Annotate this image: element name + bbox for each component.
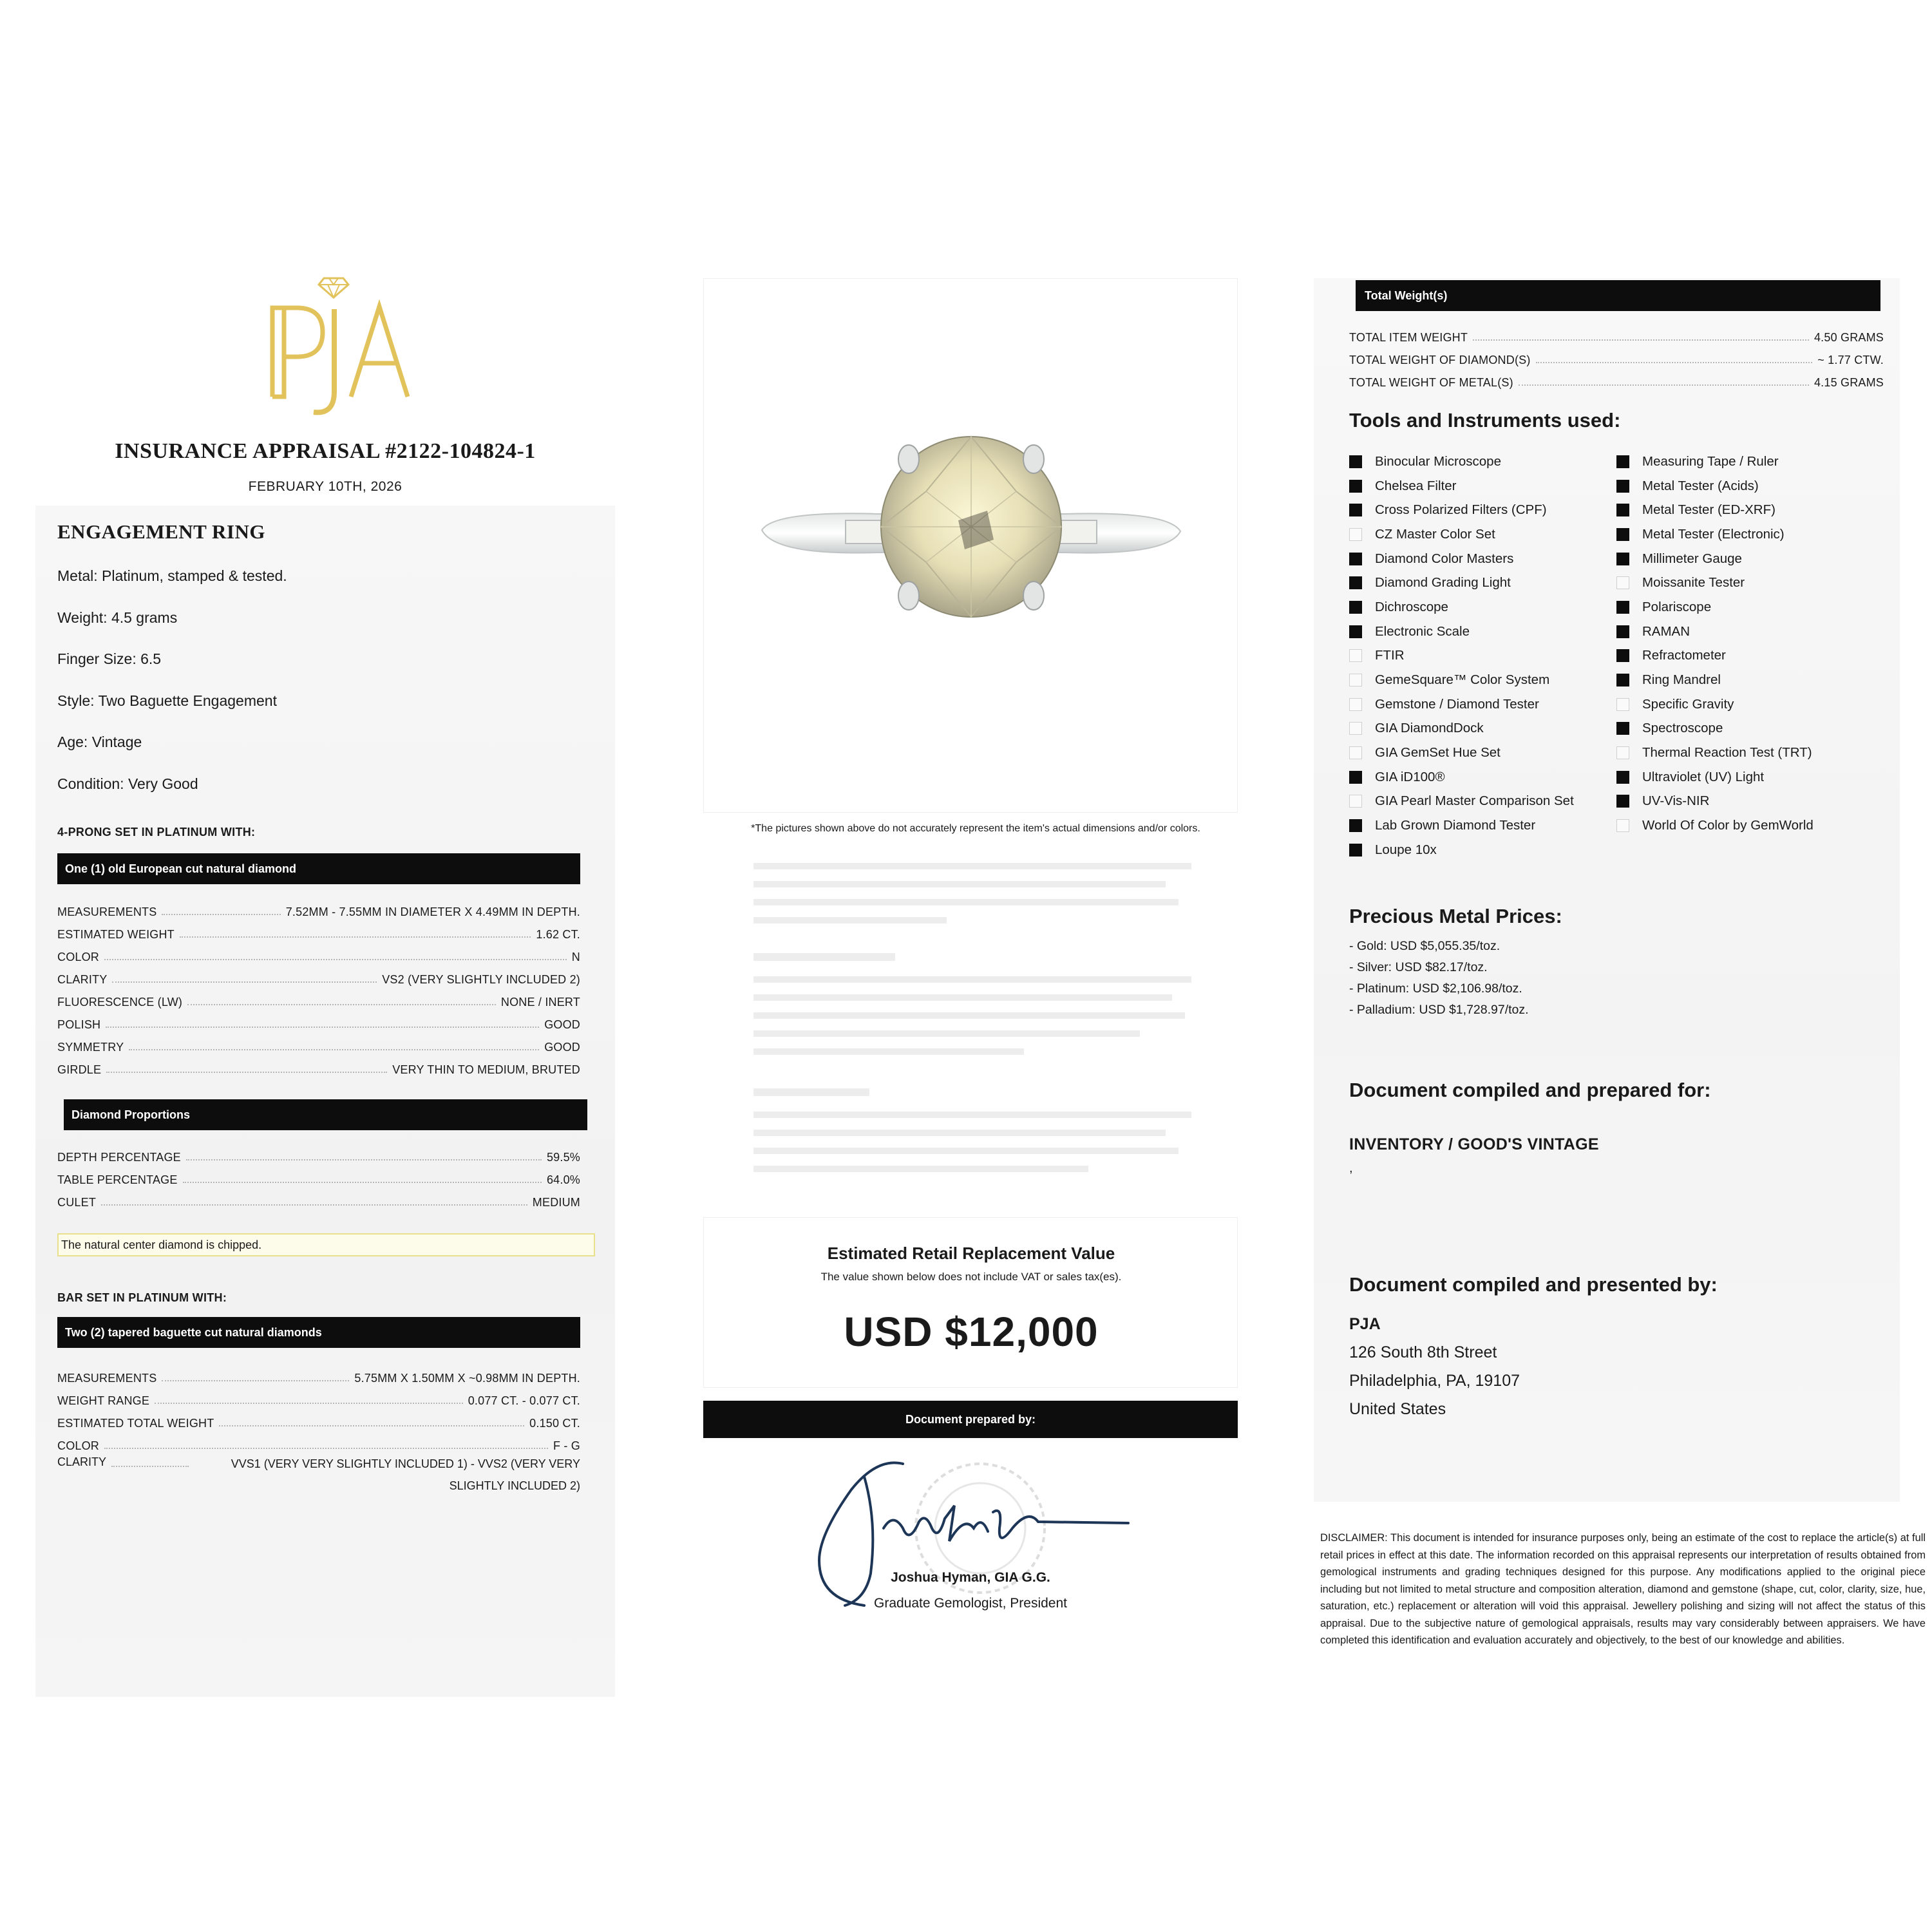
- prepared-by-bar: Document prepared by:: [703, 1401, 1238, 1438]
- tool-item: [1349, 547, 1616, 571]
- tools-column-right: [1616, 450, 1884, 862]
- tool-label: GIA iD100®: [1375, 769, 1445, 784]
- weight-row: [1349, 322, 1884, 345]
- tool-label: Lab Grown Diamond Tester: [1375, 818, 1536, 833]
- spec-label: SYMMETRY: [57, 1041, 124, 1054]
- center-stone-bar: One (1) old European cut natural diamond: [57, 853, 580, 884]
- spec-value: VERY THIN TO MEDIUM, BRUTED: [392, 1063, 580, 1076]
- tool-label: Electronic Scale: [1375, 623, 1470, 639]
- tool-item: [1616, 813, 1884, 838]
- spec-label: CLARITY: [57, 1455, 107, 1468]
- presenter-address: [1349, 1315, 1864, 1428]
- tool-label: World Of Color by GemWorld: [1642, 818, 1814, 833]
- checked-box-icon: [1616, 674, 1629, 687]
- spec-value: GOOD: [544, 1018, 580, 1031]
- item-heading: ENGAGEMENT RING: [57, 520, 265, 543]
- weight-value: 4.15 GRAMS: [1814, 376, 1884, 389]
- tool-item: [1616, 450, 1884, 474]
- valuation-card: [703, 1217, 1238, 1388]
- summary-panel: [1314, 264, 1926, 1700]
- tool-label: Gemstone / Diamond Tester: [1375, 696, 1539, 712]
- side-stones-bar: Two (2) tapered baguette cut natural diamonds: [57, 1317, 580, 1348]
- checked-box-icon: [1349, 553, 1362, 565]
- tools-list: [1349, 450, 1890, 862]
- side-stones-specs: [57, 1363, 580, 1498]
- photo-valuation-panel: [663, 264, 1288, 1700]
- checked-box-icon: [1616, 553, 1629, 565]
- checked-box-icon: [1349, 504, 1362, 516]
- unchecked-box-icon: [1349, 674, 1362, 687]
- unchecked-box-icon: [1616, 746, 1629, 759]
- valuation-title: Estimated Retail Replacement Value: [827, 1244, 1115, 1263]
- spec-value: 0.150 CT.: [529, 1417, 580, 1430]
- checked-box-icon: [1616, 455, 1629, 468]
- tool-label: Metal Tester (Acids): [1642, 478, 1759, 493]
- spec-label: CLARITY: [57, 973, 108, 986]
- property-weight: Weight: 4.5 grams: [57, 609, 178, 626]
- unchecked-box-icon: [1349, 649, 1362, 662]
- tool-item: [1349, 450, 1616, 474]
- tool-label: Metal Tester (Electronic): [1642, 526, 1785, 542]
- spec-row: [57, 1142, 580, 1164]
- weight-label: TOTAL WEIGHT OF DIAMOND(S): [1349, 354, 1531, 366]
- tool-label: RAMAN: [1642, 623, 1690, 639]
- spec-row: [57, 1009, 580, 1032]
- spec-row: [57, 964, 580, 987]
- spec-value: MEDIUM: [532, 1196, 580, 1209]
- unchecked-box-icon: [1616, 819, 1629, 832]
- presenter-street: 126 South 8th Street: [1349, 1343, 1497, 1361]
- tool-label: Binocular Microscope: [1375, 453, 1501, 469]
- tool-item: [1349, 765, 1616, 790]
- presenter-country: United States: [1349, 1400, 1446, 1418]
- spec-row: [57, 1032, 580, 1054]
- weight-row: [1349, 367, 1884, 390]
- tool-item: [1616, 765, 1884, 790]
- tool-label: Chelsea Filter: [1375, 478, 1457, 493]
- tool-item: [1616, 522, 1884, 547]
- prepared-for-title: Document compiled and prepared for:: [1349, 1079, 1711, 1101]
- property-condition: Condition: Very Good: [57, 775, 198, 792]
- spec-row: [57, 1408, 580, 1430]
- price-platinum: - Platinum: USD $2,106.98/toz.: [1349, 981, 1522, 996]
- signature-card: [703, 1438, 1238, 1631]
- spec-row: [57, 1430, 580, 1453]
- tool-item: [1349, 595, 1616, 620]
- spec-value: VS2 (VERY SLIGHTLY INCLUDED 2): [382, 973, 580, 986]
- weight-value: ~ 1.77 CTW.: [1817, 354, 1884, 366]
- metal-prices-title: Precious Metal Prices:: [1349, 905, 1562, 927]
- spec-label: MEASUREMENTS: [57, 1372, 157, 1385]
- spec-label: GIRDLE: [57, 1063, 102, 1076]
- tool-item: [1349, 741, 1616, 765]
- spec-row: [57, 1054, 580, 1077]
- tool-item: [1616, 741, 1884, 765]
- unchecked-box-icon: [1349, 528, 1362, 541]
- spec-row: [57, 1453, 580, 1498]
- tool-label: Specific Gravity: [1642, 696, 1734, 712]
- checked-box-icon: [1616, 528, 1629, 541]
- tool-label: Dichroscope: [1375, 599, 1448, 614]
- price-palladium: - Palladium: USD $1,728.97/toz.: [1349, 1003, 1529, 1017]
- valuation-tax-note: The value shown below does not include VAT or sales tax(es).: [820, 1271, 1122, 1283]
- checked-box-icon: [1349, 844, 1362, 857]
- checked-box-icon: [1349, 625, 1362, 638]
- chipped-note: The natural center diamond is chipped.: [57, 1233, 595, 1256]
- weight-label: TOTAL ITEM WEIGHT: [1349, 331, 1468, 344]
- metal-prices-list: [1349, 939, 1864, 1024]
- property-age: Age: Vintage: [57, 734, 142, 750]
- spec-value: NONE / INERT: [500, 996, 580, 1009]
- spec-value: 64.0%: [546, 1173, 580, 1186]
- spec-label: FLUORESCENCE (LW): [57, 996, 183, 1009]
- spec-value: 59.5%: [546, 1151, 580, 1164]
- spec-value: 0.077 CT. - 0.077 CT.: [468, 1394, 580, 1407]
- appraisal-title: INSURANCE APPRAISAL #2122-104824-1: [115, 439, 536, 463]
- tool-item: [1349, 620, 1616, 644]
- tool-item: [1616, 547, 1884, 571]
- spec-value: 5.75MM X 1.50MM X ~0.98MM IN DEPTH.: [354, 1372, 580, 1385]
- valuation-amount: USD $12,000: [844, 1309, 1099, 1355]
- spec-value: N: [571, 951, 580, 963]
- tools-title: Tools and Instruments used:: [1349, 409, 1621, 431]
- checked-box-icon: [1349, 576, 1362, 589]
- tool-item: [1349, 790, 1616, 814]
- disclaimer-text: DISCLAIMER: This document is intended for insurance purposes only, being an estimate of the cost to replace the article(s) at full retail prices in effect at this date. The information recorded on this appraisal represents our interpretation of results obtained from gemological instruments and grading techniques designed for this purpose. Any modifications applied to the original piece including but not limited to metal structure and composition alteration, diamond and gemstone (shape, cut, color, clarity, size, hue, saturation, etc.) replacement or alteration will void this appraisal. Jewellery polishing and sizing will not affect the status of this appraisal. Due to the subjective nature of gemological appraisals, results may vary considerably between appraisers. We have completed this identification and evaluation accurately and objectively, to the best of our knowledge and abilities.: [1320, 1532, 1926, 1646]
- center-setting-heading: 4-PRONG SET IN PLATINUM WITH:: [57, 826, 256, 838]
- tool-item: [1616, 668, 1884, 692]
- tool-item: [1349, 668, 1616, 692]
- client-name: INVENTORY / GOOD'S VINTAGE: [1349, 1135, 1599, 1153]
- checked-box-icon: [1616, 480, 1629, 493]
- spec-label: WEIGHT RANGE: [57, 1394, 150, 1407]
- total-weights-table: [1349, 322, 1884, 390]
- tool-label: Moissanite Tester: [1642, 575, 1745, 591]
- tool-label: Millimeter Gauge: [1642, 551, 1742, 566]
- tool-label: GIA GemSet Hue Set: [1375, 745, 1501, 761]
- tool-item: [1616, 717, 1884, 741]
- tool-label: CZ Master Color Set: [1375, 526, 1495, 542]
- checked-box-icon: [1349, 455, 1362, 468]
- spec-row: [57, 896, 580, 919]
- tool-label: Metal Tester (ED-XRF): [1642, 502, 1776, 518]
- presented-by-title: Document compiled and presented by:: [1349, 1273, 1718, 1296]
- spec-value: VVS1 (VERY VERY SLIGHTLY INCLUDED 1) - VVS2 (VERY VERY SLIGHTLY INCLUDED 2): [231, 1457, 580, 1492]
- unchecked-box-icon: [1616, 576, 1629, 589]
- unchecked-box-icon: [1349, 698, 1362, 711]
- tool-label: Diamond Color Masters: [1375, 551, 1514, 566]
- spec-value: GOOD: [544, 1041, 580, 1054]
- checked-box-icon: [1349, 771, 1362, 784]
- tool-label: GIA Pearl Master Comparison Set: [1375, 793, 1574, 809]
- checked-box-icon: [1616, 625, 1629, 638]
- tool-item: [1349, 644, 1616, 668]
- checked-box-icon: [1349, 819, 1362, 832]
- tool-item: [1616, 571, 1884, 595]
- spec-row: [57, 1187, 580, 1209]
- property-style: Style: Two Baguette Engagement: [57, 692, 277, 709]
- tool-label: Ring Mandrel: [1642, 672, 1721, 688]
- pja-logo: [247, 269, 421, 417]
- spec-label: MEASUREMENTS: [57, 905, 157, 918]
- tool-item: [1349, 717, 1616, 741]
- tool-item: [1616, 644, 1884, 668]
- signature: [781, 1451, 1154, 1618]
- unchecked-box-icon: [1616, 698, 1629, 711]
- tool-label: Spectroscope: [1642, 721, 1723, 736]
- photo-disclaimer: *The pictures shown above do not accurately represent the item's actual dimensions and/or colors.: [751, 823, 1200, 834]
- tool-label: UV-Vis-NIR: [1642, 793, 1710, 809]
- spec-label: TABLE PERCENTAGE: [57, 1173, 178, 1186]
- tools-column-left: [1349, 450, 1616, 862]
- proportions-bar: Diamond Proportions: [64, 1099, 587, 1130]
- proportions-specs: [57, 1142, 580, 1209]
- spec-value: 7.52MM - 7.55MM IN DIAMETER X 4.49MM IN DEPTH.: [285, 905, 580, 918]
- spec-label: COLOR: [57, 1439, 100, 1452]
- checked-box-icon: [1616, 601, 1629, 614]
- spec-label: DEPTH PERCENTAGE: [57, 1151, 181, 1164]
- total-weights-bar: Total Weight(s): [1356, 280, 1880, 311]
- weight-label: TOTAL WEIGHT OF METAL(S): [1349, 376, 1513, 389]
- tool-item: [1349, 813, 1616, 838]
- checked-box-icon: [1616, 722, 1629, 735]
- tool-label: GIA DiamondDock: [1375, 721, 1484, 736]
- tool-item: [1616, 498, 1884, 522]
- spec-label: ESTIMATED TOTAL WEIGHT: [57, 1417, 214, 1430]
- spec-label: POLISH: [57, 1018, 101, 1031]
- spec-row: [57, 1164, 580, 1187]
- tool-label: Thermal Reaction Test (TRT): [1642, 745, 1812, 761]
- tool-item: [1349, 571, 1616, 595]
- tool-item: [1349, 522, 1616, 547]
- tool-item: [1616, 474, 1884, 498]
- checked-box-icon: [1616, 504, 1629, 516]
- center-stone-specs: [57, 896, 580, 1077]
- tool-item: [1349, 474, 1616, 498]
- item-properties: [57, 567, 573, 816]
- unchecked-box-icon: [1349, 722, 1362, 735]
- signer-title: Graduate Gemologist, President: [874, 1596, 1067, 1611]
- tool-label: Polariscope: [1642, 599, 1712, 614]
- spec-label: ESTIMATED WEIGHT: [57, 928, 175, 941]
- spec-row: [57, 942, 580, 964]
- checked-box-icon: [1616, 795, 1629, 808]
- checked-box-icon: [1616, 649, 1629, 662]
- tool-label: Cross Polarized Filters (CPF): [1375, 502, 1547, 518]
- side-setting-heading: BAR SET IN PLATINUM WITH:: [57, 1291, 227, 1304]
- unchecked-box-icon: [1349, 795, 1362, 808]
- unchecked-box-icon: [1349, 746, 1362, 759]
- tool-item: [1616, 692, 1884, 717]
- tool-item: [1349, 498, 1616, 522]
- spec-row: [57, 1385, 580, 1408]
- tool-label: Diamond Grading Light: [1375, 575, 1511, 591]
- price-silver: - Silver: USD $82.17/toz.: [1349, 960, 1488, 974]
- tool-item: [1349, 692, 1616, 717]
- checked-box-icon: [1616, 771, 1629, 784]
- presenter-company: PJA: [1349, 1315, 1381, 1333]
- tool-label: Loupe 10x: [1375, 842, 1437, 857]
- spec-row: [57, 987, 580, 1009]
- presenter-city: Philadelphia, PA, 19107: [1349, 1372, 1520, 1390]
- appraisal-date: FEBRUARY 10TH, 2026: [248, 479, 402, 494]
- tool-label: Measuring Tape / Ruler: [1642, 453, 1779, 469]
- checked-box-icon: [1349, 601, 1362, 614]
- tool-item: [1616, 620, 1884, 644]
- tool-label: FTIR: [1375, 648, 1405, 663]
- price-gold: - Gold: USD $5,055.35/toz.: [1349, 939, 1501, 953]
- weight-row: [1349, 345, 1884, 367]
- tool-label: Refractometer: [1642, 648, 1726, 663]
- spec-row: [57, 919, 580, 942]
- spec-label: COLOR: [57, 951, 100, 963]
- tool-label: Ultraviolet (UV) Light: [1642, 769, 1765, 784]
- spec-label: CULET: [57, 1196, 97, 1209]
- signer-name: Joshua Hyman, GIA G.G.: [891, 1570, 1050, 1585]
- weight-value: 4.50 GRAMS: [1814, 331, 1884, 344]
- spec-value: 1.62 CT.: [536, 928, 580, 941]
- checked-box-icon: [1349, 480, 1362, 493]
- tool-item: [1349, 838, 1616, 862]
- property-finger-size: Finger Size: 6.5: [57, 650, 162, 667]
- property-metal: Metal: Platinum, stamped & tested.: [57, 567, 287, 584]
- spec-value: F - G: [553, 1439, 580, 1452]
- appraisal-details-panel: [35, 264, 634, 1700]
- ring-photo: [703, 278, 1238, 813]
- tool-label: GemeSquare™ Color System: [1375, 672, 1550, 688]
- tool-item: [1616, 790, 1884, 814]
- spec-row: [57, 1363, 580, 1385]
- client-extra: ,: [1349, 1161, 1353, 1175]
- tool-item: [1616, 595, 1884, 620]
